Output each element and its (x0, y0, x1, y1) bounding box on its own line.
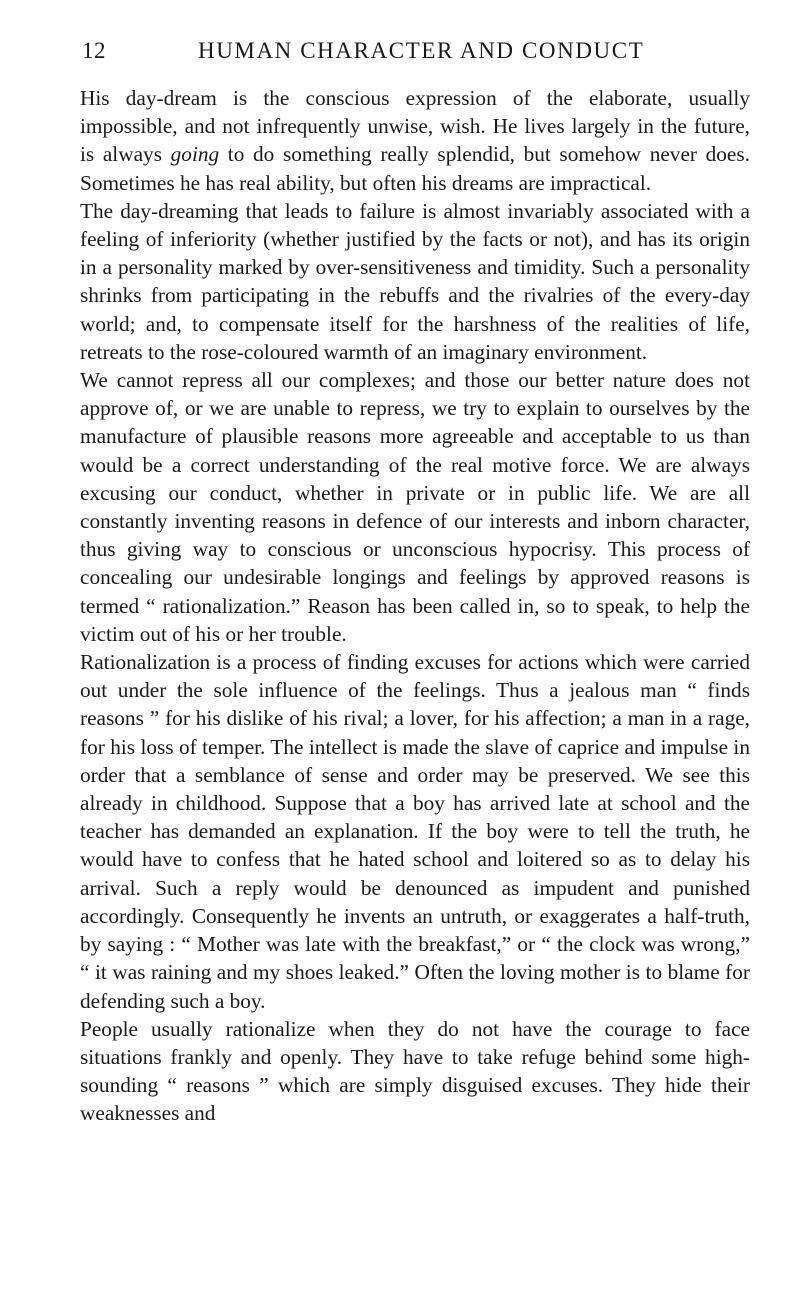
running-title: HUMAN CHARACTER AND CONDUCT (198, 38, 645, 63)
paragraph-4: Rationalization is a process of finding excuses for actions which were carried out under the sole influence of the feelings. Thus a jealous man “ finds reasons ” for his dislike of his rival; a lover, for his affection; a man in a rage, for his loss of temper. The intellect is made the slave of caprice and impulse in order that a semblance of sense and order may be preserved. We see this already in childhood. Suppose that a boy has arrived late at school and the teacher has demanded an explanation. If the boy were to tell the truth, he would have to confess that he hated school and loitered so as to delay his arrival. Such a reply would be denounced as impudent and punished accordingly. Consequently he invents an untruth, or exaggerates a half-truth, by saying : “ Mother was late with the breakfast,” or “ the clock was wrong,” “ it was raining and my shoes leaked.” Often the loving mother is to blame for defending such a boy. (80, 650, 750, 1013)
page-number: 12 (82, 38, 106, 63)
paragraph-3: We cannot repress all our complexes; and those our better nature does not approve of, or we are unable to repress, we try to explain to ourselves by the manufacture of plausible reasons more agreeable and acceptable to us than would be a correct understanding of the real motive force. We are always excusing our conduct, whether in private or in public life. We are all constantly inventing reasons in defence of our interests and inborn character, thus giving way to conscious or unconscious hypocrisy. This process of concealing our undesirable longings and feelings by approved reasons is termed “ rationalization.” Reason has been called in, so to speak, to help the victim out of his or her trouble. (80, 368, 750, 646)
body-text (80, 84, 750, 1128)
running-head (80, 38, 750, 72)
emphasis-going: going (170, 142, 220, 167)
paragraph-5: People usually rationalize when they do not have the courage to face situations frankly and openly. They have to take refuge behind some high-sounding “ reasons ” which are simply disguised excuses. They hide their weaknesses and (80, 1016, 750, 1126)
paragraph-2: The day-dreaming that leads to failure is almost invariably associated with a feeling of inferiority (whether justified by the facts or not), and has its origin in a personality marked by over-sensitiveness and timidity. Such a personality shrinks from participating in the rebuffs and the rivalries of the every-day world; and, to compensate itself for the harshness of the realities of life, retreats to the rose-coloured warmth of an imaginary environment. (80, 198, 750, 364)
paragraph-1-text-start: His day-dream is the conscious expression of the elaborate, usually impossible, and not infrequently unwise, wish. He lives largely in the future, is always (80, 86, 750, 167)
paragraph-1 (80, 84, 750, 197)
paragraph-1-text-end: to do something really splendid, but somehow never does. Sometimes he has real ability, but often his dreams are impractical. (80, 142, 750, 195)
book-page (80, 38, 750, 1128)
